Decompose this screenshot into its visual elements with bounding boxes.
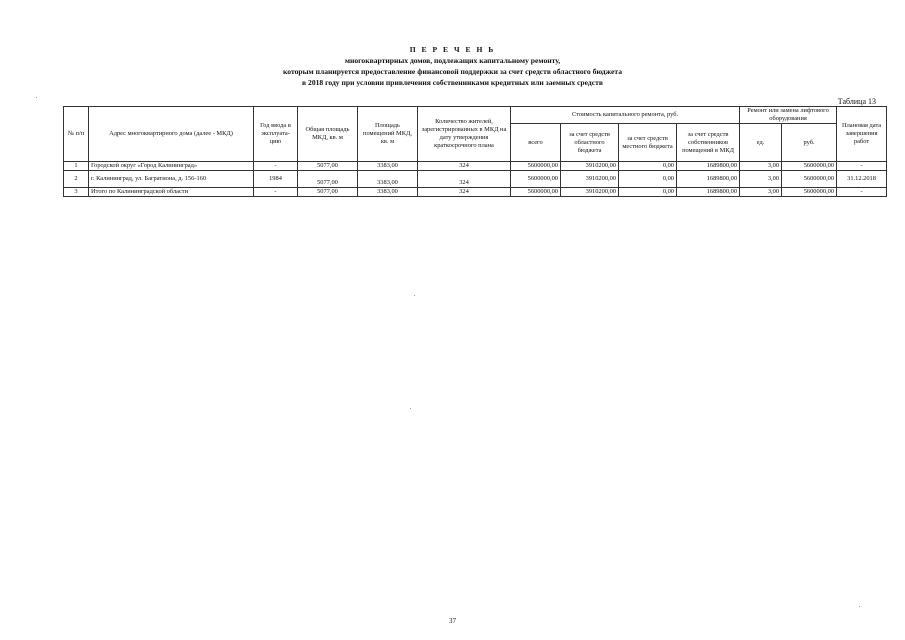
cell-total-area: 5077,00 [298, 171, 358, 188]
cell-elevator-units: 3,00 [740, 188, 782, 197]
scan-speck [414, 295, 415, 296]
cell-address: Городской округ «Город Калининград» [89, 162, 254, 171]
header-premises-area: Площадь помещений МКД, кв. м [358, 107, 418, 162]
scan-speck [36, 97, 37, 98]
cell-total-area: 5077,00 [298, 188, 358, 197]
cell-year: 1984 [254, 171, 298, 188]
cell-elevator-rub: 5600000,00 [782, 188, 837, 197]
cell-cost-total: 5600000,00 [511, 162, 561, 171]
header-cost-owners: за счет средств собственников помещений в МКД [677, 124, 740, 162]
header-address: Адрес многоквартирного дома (далее - МКД) [89, 107, 254, 162]
cell-cost-total: 5600000,00 [511, 171, 561, 188]
buildings-table [63, 106, 887, 197]
header-elevator-rub: руб. [782, 124, 837, 162]
cell-cost-local: 0,00 [619, 162, 677, 171]
header-planned-date: Плановая дата завершения работ [837, 107, 887, 162]
document-subtitle-line-1: многоквартирных домов, подлежащих капитальному ремонту, [344, 56, 561, 65]
scan-speck [410, 408, 411, 409]
cell-residents: 324 [418, 171, 511, 188]
cell-num: 3 [64, 188, 89, 197]
cell-cost-regional: 3910200,00 [561, 188, 619, 197]
cell-premises-area: 3383,00 [358, 188, 418, 197]
header-cost-total: всего [511, 124, 561, 162]
cell-premises-area: 3383,00 [358, 162, 418, 171]
cell-address: Итого по Калининградской области [89, 188, 254, 197]
cell-num: 2 [64, 171, 89, 188]
header-elevator-units: ед. [740, 124, 782, 162]
header-residents: Количество жителей, зарегистрированных в МКД на дату утверждения краткосрочного плана [418, 107, 511, 162]
document-subtitle-line-2: которым планируется предоставление финансовой поддержки за счет средств областного бюджета [282, 67, 622, 76]
document-title: П Е Р Е Ч Е Н Ь [409, 45, 496, 54]
cell-planned-date: - [837, 188, 887, 197]
cell-elevator-rub: 5600000,00 [782, 162, 837, 171]
cell-address: г. Калининград, ул. Багратиона, д. 156-160 [89, 171, 254, 188]
cell-cost-owners: 1689800,00 [677, 162, 740, 171]
cell-elevator-rub: 5600000,00 [782, 171, 837, 188]
cell-num: 1 [64, 162, 89, 171]
cell-premises-area: 3383,00 [358, 171, 418, 188]
cell-cost-local: 0,00 [619, 171, 677, 188]
page-number: 37 [449, 617, 456, 625]
table-row [64, 171, 887, 188]
table-row [64, 188, 887, 197]
table-label: Таблица 13 [837, 97, 876, 106]
cell-year: - [254, 162, 298, 171]
header-year: Год ввода в эксплуата-цию [254, 107, 298, 162]
document-subtitle-line-3: в 2018 году при условии привлечения собственниками кредитных или заемных средств [302, 78, 603, 87]
cell-cost-owners: 1689800,00 [677, 171, 740, 188]
scan-speck [859, 606, 860, 607]
header-elevator-group: Ремонт или замена лифтового оборудования [740, 107, 837, 124]
table-row [64, 162, 887, 171]
cell-cost-total: 5600000,00 [511, 188, 561, 197]
cell-cost-regional: 3910200,00 [561, 162, 619, 171]
cell-cost-local: 0,00 [619, 188, 677, 197]
cell-cost-owners: 1689800,00 [677, 188, 740, 197]
cell-planned-date: - [837, 162, 887, 171]
cell-planned-date: 31.12.2018 [837, 171, 887, 188]
cell-cost-regional: 3910200,00 [561, 171, 619, 188]
cell-total-area: 5077,00 [298, 162, 358, 171]
cell-residents: 324 [418, 162, 511, 171]
header-cost-regional: за счет средств областного бюджета [561, 124, 619, 162]
header-num: № п/п [64, 107, 89, 162]
header-total-area: Общая площадь МКД, кв. м [298, 107, 358, 162]
header-cost-group: Стоимость капитального ремонта, руб. [511, 107, 740, 124]
cell-residents: 324 [418, 188, 511, 197]
cell-year: - [254, 188, 298, 197]
header-cost-local: за счет средств местного бюджета [619, 124, 677, 162]
cell-elevator-units: 3,00 [740, 162, 782, 171]
cell-elevator-units: 3,00 [740, 171, 782, 188]
